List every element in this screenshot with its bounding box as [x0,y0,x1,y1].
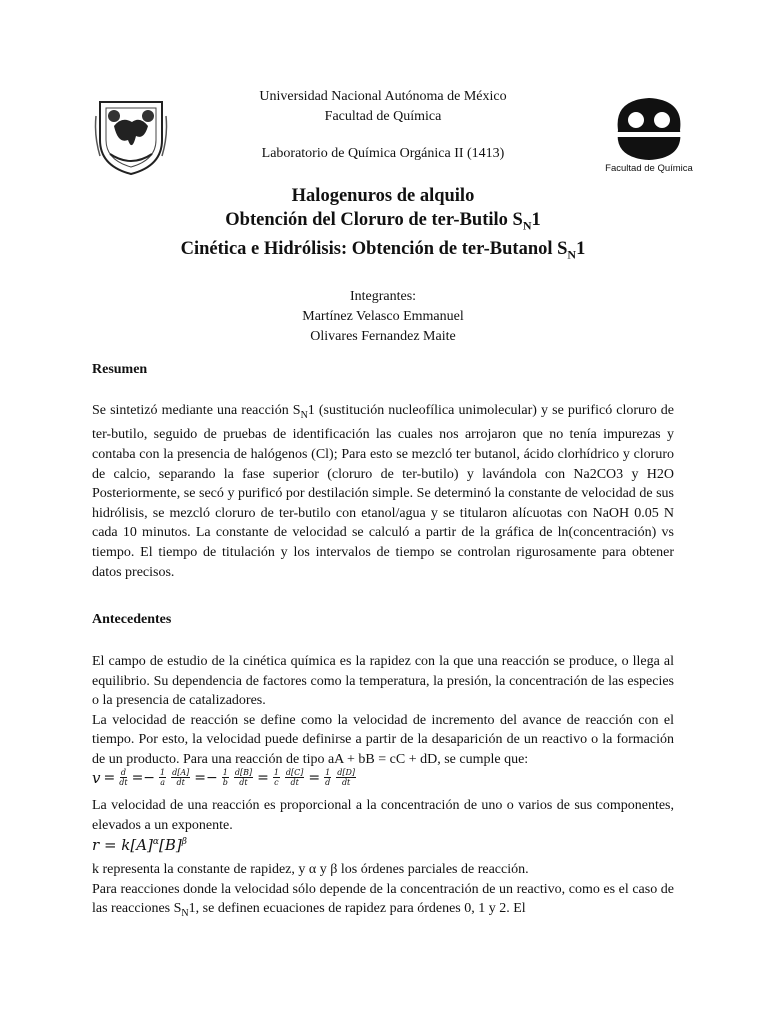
lab-name: Laboratorio de Química Orgánica II (1413) [261,146,505,161]
title-line-2: Obtención del Cloruro de ter-Butilo $S_N1$ [225,209,541,233]
antecedentes-intro [92,652,674,770]
paragraph: La velocidad de reacción se define como la velocidad de incremento del avance de reacción con el tiempo. Por esto, la velocidad puede definirse a partir de la desaparición de un reactivo o la formación de un producto. Para una reacción de tipo aA + bB = cC + dD, se cumple que: [92,712,674,767]
paragraph: Para reacciones donde la velocidad sólo depende de la concentración de un reactivo, como es el caso de las reacciones $S_N1$, se definen ecuaciones de rapidez para órdenes 0, 1 y 2. El [92,881,674,919]
university-name: Universidad Nacional Autónoma de México [259,89,507,104]
paragraph: El campo de estudio de la cinética química es la rapidez con la que una reacción se produce, o llega al equilibrio. Su dependencia de factores como la temperatura, la presión, la concentración de las especies o la presencia de catalizadores. [92,654,674,709]
authors-label: Integrantes: [349,289,417,304]
document-titles [80,185,686,267]
antecedentes-heading: Antecedentes [92,612,172,627]
unam-logo [92,96,170,176]
fq-logo-caption: Facultad de Química [605,163,693,174]
resumen-paragraph: Se sintetizó mediante una reacción $S_N1$ (sustitución nucleofílica unimolecular) y se purificó cloruro de ter-butilo, seguido de pruebas de identificación las cuales nos arrojaron que no tenía impurezas y contaba con la presencia de halógenos (Cl); Para esto se mezcló ter butanol, ácido clorhídrico y cloruro de calcio, separando la fase superior (cloruro de ter-butilo) y lavándola con Na2CO3 y H2O Posteriormente, se secó y purificó por destilación simple. Se determinó la constante de velocidad de sus hidrólisis, se mezcló cloruro de ter-butilo con etanol/agua y se titularon alícuotas con NaOH 0.05 N cada 10 minutos. La constante de velocidad se calculó a partir de la gráfica de ln(concentración) vs tiempo. El tiempo de titulación y los intervalos de tiempo se controlan rigurosamente para obtener datos precisos. [92,403,674,580]
orders-paragraph [92,860,674,924]
faculty-name: Facultad de Química [324,109,442,124]
author-name: Martínez Velasco Emmanuel [302,309,464,324]
authors-block [200,287,566,347]
title-line-1: Halogenuros de alquilo [291,186,475,206]
paragraph: k representa la constante de rapidez, y α y β los órdenes parciales de reacción. [92,862,529,877]
author-name: Olivares Fernandez Maite [310,329,456,344]
title-line-3: Cinética e Hidrólisis: Obtención de ter-Butanol $S_N1$ [180,238,586,262]
institution-header [200,87,566,164]
proportionality-paragraph: La velocidad de una reacción es proporcional a la concentración de uno o varios de sus componentes, elevados a un exponente. [92,798,674,833]
resumen-heading: Resumen [92,362,148,377]
rate-equation: v = $\frac{d}{dt}$ =− $\frac{1}{a}$ $\frac{d[A]}{dt}$ =− $\frac{1}{b}$ $\frac{d[B]}{dt}$ = $\frac{1}{c}$ $\frac{d[C]}{dt}$ = $\frac{1}{d}$ $\frac{d[D]}{dt}$ [92,768,355,787]
rate-law-equation: $r = k[A]^\alpha[B]^\beta$ [92,836,187,854]
